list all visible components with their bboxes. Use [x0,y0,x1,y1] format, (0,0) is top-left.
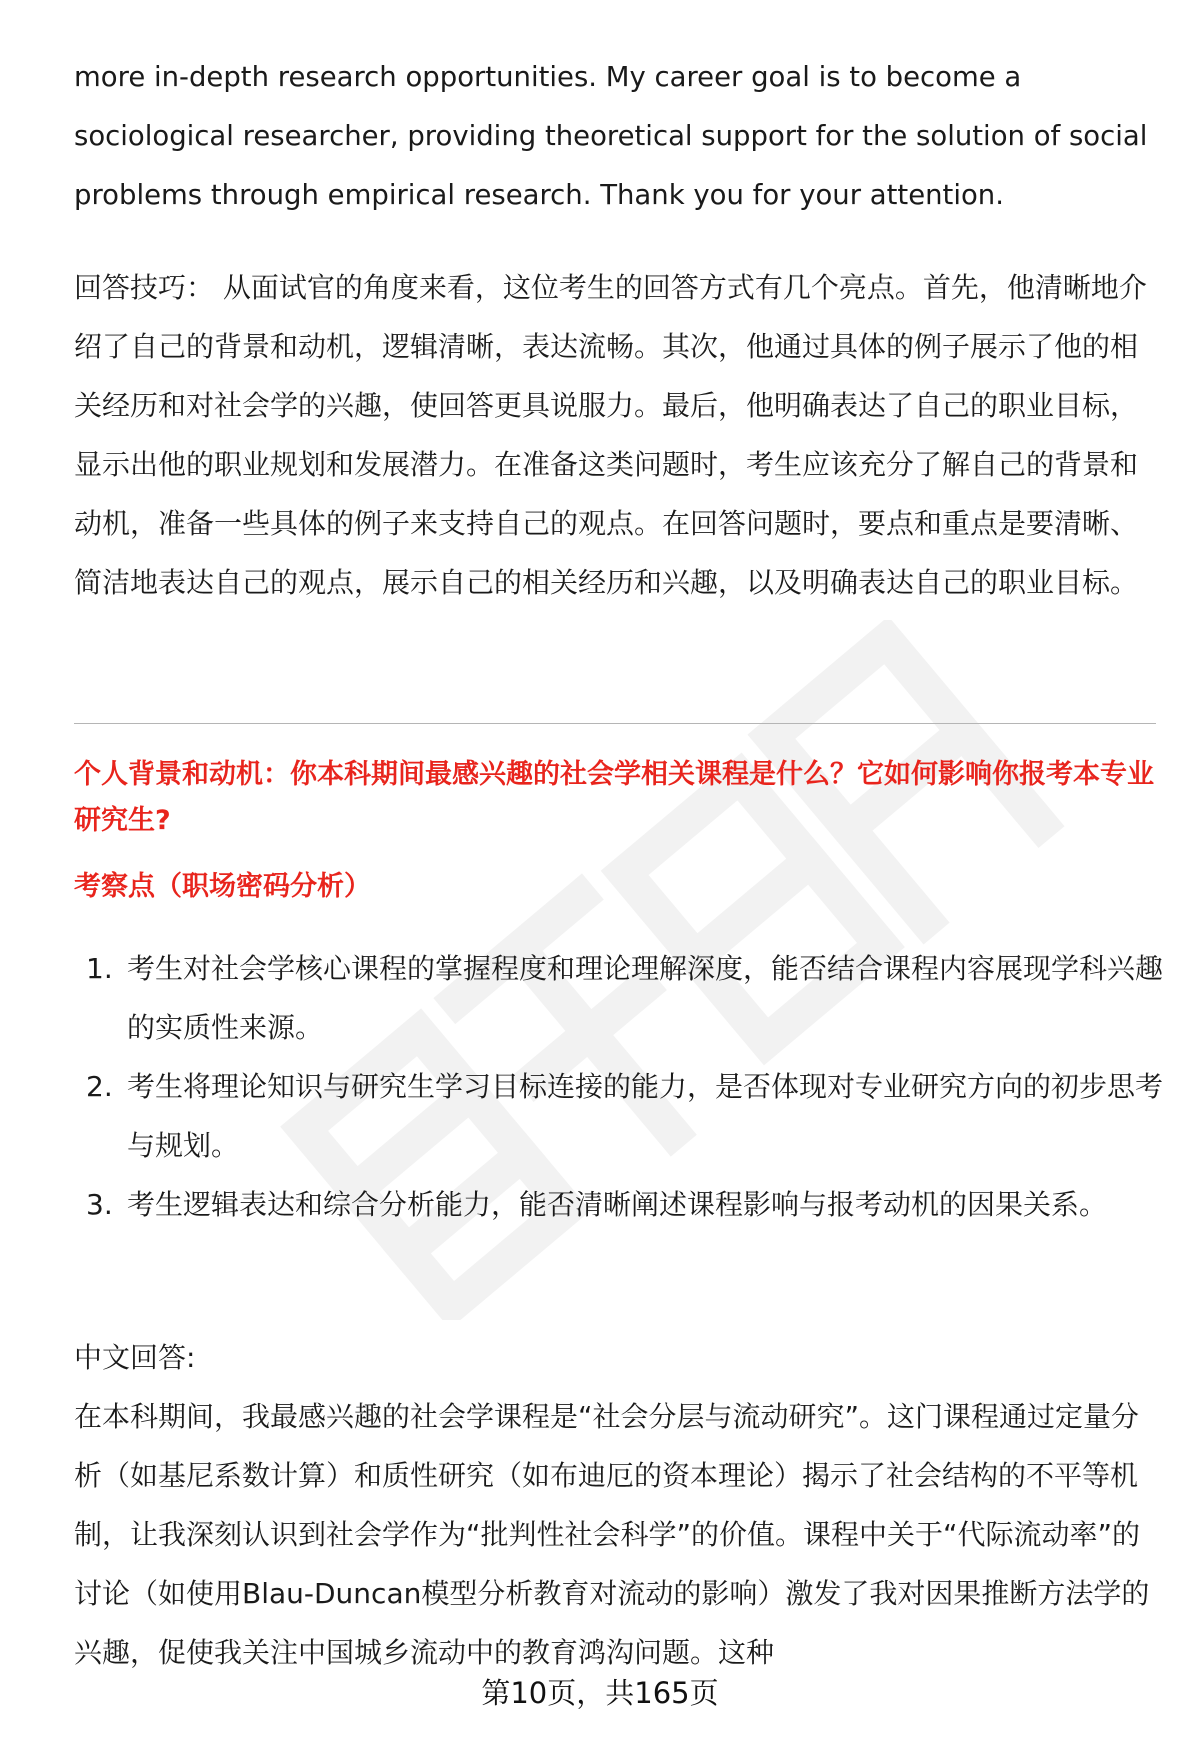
list-item-number: 2. [86,1070,113,1103]
analysis-points-list [74,939,1164,1234]
section-divider [74,723,1156,724]
list-item [74,1057,1164,1175]
question-heading: 个人背景和动机：你本科期间最感兴趣的社会学相关课程是什么？它如何影响你报考本专业研究生? [74,759,1154,836]
page-footer: 第10页，共165页 [481,1676,719,1710]
list-item-number: 1. [86,952,113,985]
tips-paragraph: 回答技巧： 从面试官的角度来看，这位考生的回答方式有几个亮点。首先，他清晰地介绍了自己的背景和动机，逻辑清晰，表达流畅。其次，他通过具体的例子展示了他的相关经历和对社会学的兴趣，使回答更具说服力。最后，他明确表达了自己的职业目标，显示出他的职业规划和发展潜力。在准备这类问题时，考生应该充分了解自己的背景和动机，准备一些具体的例子来支持自己的观点。在回答问题时，要点和重点是要清晰、简洁地表达自己的观点，展示自己的相关经历和兴趣，以及明确表达自己的职业目标。 [74,271,1147,599]
intro-paragraph: more in-depth research opportunities. My career goal is to become a sociological researcher, providing theoretical support for the solution of social problems through empirical research. Thank you for your attention. [74,61,1148,211]
answer-paragraph: 在本科期间，我最感兴趣的社会学课程是“社会分层与流动研究”。这门课程通过定量分析（如基尼系数计算）和质性研究（如布迪厄的资本理论）揭示了社会结构的不平等机制，让我深刻认识到社会学作为“批判性社会科学”的价值。课程中关于“代际流动率”的讨论（如使用Blau-Duncan模型分析教育对流动的影响）激发了我对因果推断方法学的兴趣，促使我关注中国城乡流动中的教育鸿沟问题。这种 [74,1400,1150,1669]
list-item-number: 3. [86,1188,113,1221]
list-item-text: 考生对社会学核心课程的掌握程度和理论理解深度，能否结合课程内容展现学科兴趣的实质性来源。 [127,952,1164,1044]
answer-label: 中文回答: [74,1341,196,1374]
analysis-heading: 考察点（职场密码分析） [74,871,371,902]
list-item-text: 考生将理论知识与研究生学习目标连接的能力，是否体现对专业研究方向的初步思考与规划。 [127,1070,1164,1162]
list-item-text: 考生逻辑表达和综合分析能力，能否清晰阐述课程影响与报考动机的因果关系。 [127,1188,1108,1221]
list-item [74,939,1164,1057]
list-item [74,1175,1164,1234]
